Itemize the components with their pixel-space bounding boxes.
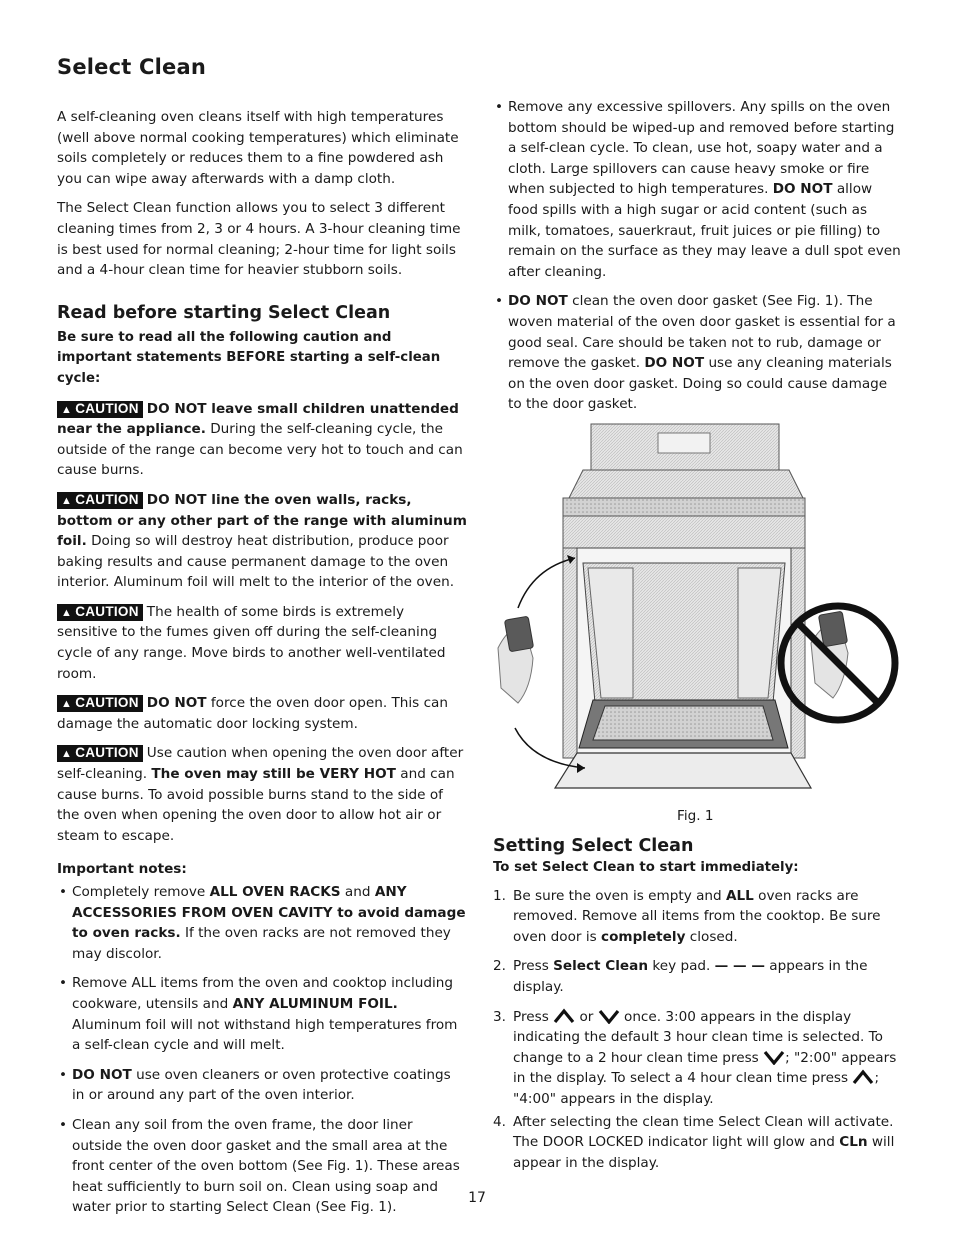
page-number: 17 <box>468 1190 486 1206</box>
setting-heading: Setting Select Clean <box>493 836 694 856</box>
caution-block-4: ▲ CAUTION DO NOT force the oven door open. This can damage the automatic door locking system. <box>57 695 448 732</box>
right-column <box>493 97 903 424</box>
intro-paragraph-1: A self-cleaning oven cleans itself with high temperatures (well above normal cooking temperatures) which eliminate soils completely or reduces them to a fine powdered ash you can wipe away afterwards with a damp cloth. <box>57 109 459 187</box>
intro-paragraph-2: The Select Clean function allows you to select 3 different cleaning times from 2, 3 or 4 hours. A 3-hour cleaning time is best used for normal cleaning; 2-hour time for light soils and a 4-hour clean time for heavier stubborn soils. <box>57 200 461 279</box>
caution-badge: ▲ CAUTION <box>57 401 143 418</box>
list-item: • Remove any excessive spillovers. Any spills on the oven bottom should be wiped-up and removed before starting a self-clean cycle. To clean, use hot, soapy water and a cloth. Large spillovers can cause heavy smoke or fire when subjected to high temperatures. DO NOT allow food spills with a high sugar or acid content (such as milk, tomatoes, sauerkraut, fruit juices or pie filling) to remain on the surface as they may leave a dull spot even after cleaning. <box>493 97 903 282</box>
caution-block-1: ▲ CAUTION DO NOT leave small children unattended near the appliance. During the self-cleaning cycle, the outside of the range can become very hot to touch and can cause burns. <box>57 400 463 479</box>
oven-frame-left <box>563 548 577 758</box>
caution-badge: ▲ CAUTION <box>57 492 143 509</box>
oven-figure <box>493 418 903 818</box>
warning-triangle-icon: ▲ <box>61 748 73 761</box>
read-before-lead: Be sure to read all the following caution and important statements BEFORE starting a self-clean cycle: <box>57 329 441 386</box>
list-item: 4. After selecting the clean time Select Clean will activate. The DOOR LOCKED indicator light will glow and CLn will appear in the display. <box>493 1113 895 1171</box>
setting-lead: To set Select Clean to start immediately: <box>493 860 799 875</box>
list-item: • DO NOT use oven cleaners or oven protective coatings in or around any part of the oven interior. <box>57 1065 467 1106</box>
caution-badge: ▲ CAUTION <box>57 604 143 621</box>
spillover-list <box>493 97 903 415</box>
important-notes-heading: Important notes: <box>57 861 187 878</box>
oven-frame-right <box>791 548 805 758</box>
sponge-icon <box>504 616 533 652</box>
caution-block-5: ▲ CAUTION Use caution when opening the oven door after self-cleaning. The oven may still be VERY HOT and can cause burns. To avoid possible burns stand to the side of the oven when opening the oven door to allow hot air or steam to escape. <box>57 745 464 844</box>
important-notes-list <box>57 882 467 1218</box>
page-title: Select Clean <box>57 55 206 79</box>
list-item: 1. Be sure the oven is empty and ALL oven racks are removed. Remove all items from the cooktop. Be sure oven door is completely closed. <box>493 887 881 945</box>
caution-block-3: ▲ CAUTION The health of some birds is extremely sensitive to the fumes given off during the self-cleaning cycle of any range. Move birds to another well-ventilated room. <box>57 603 446 682</box>
oven-frame-top <box>563 516 805 548</box>
warning-triangle-icon: ▲ <box>61 403 73 416</box>
setting-steps <box>493 886 903 1174</box>
display-window <box>658 433 710 453</box>
figure-caption: Fig. 1 <box>677 808 714 824</box>
arrow-down-icon <box>763 1049 785 1065</box>
caution-badge: ▲ CAUTION <box>57 745 143 762</box>
arrow-up-icon <box>553 1008 575 1024</box>
cooktop <box>569 470 803 498</box>
caution-block-2: ▲ CAUTION DO NOT line the oven walls, racks, bottom or any other part of the range with aluminum foil. Doing so will destroy heat distribution, produce poor baking results and cause permanent damage to the oven interior. Aluminum foil will melt to the interior of the oven. <box>57 491 467 591</box>
arrow-down-icon <box>598 1008 620 1024</box>
warning-triangle-icon: ▲ <box>61 698 73 711</box>
list-item: • Remove ALL items from the oven and cooktop including cookware, utensils and ANY ALUMINUM FOIL. Aluminum foil will not withstand high temperatures from a self-clean cycle and will melt. <box>57 973 467 1055</box>
read-before-heading: Read before starting Select Clean <box>57 302 391 323</box>
list-item: 2. Press Select Clean key pad. — — — appears in the display. <box>493 958 868 995</box>
door-window <box>593 706 773 740</box>
list-item: 3. Press or once. 3:00 appears in the display indicating the default 3 hour clean time is selected. To change to a 2 hour clean time press ; "2:00" appears in the display. To select a 4 hour clean time press ; "4:00" appears in the display. <box>493 1008 897 1107</box>
sponge-icon <box>818 611 847 647</box>
cooktop-edge <box>563 498 805 516</box>
warning-triangle-icon: ▲ <box>61 606 73 619</box>
list-item: • Clean any soil from the oven frame, the door liner outside the oven door gasket and the small area at the front center of the oven bottom (See Fig. 1). These areas heat sufficiently to burn soil on. Clean using soap and water prior to starting Select Clean (See Fig. 1). <box>57 1115 467 1218</box>
left-column <box>57 52 467 1227</box>
list-item: • Completely remove ALL OVEN RACKS and ANY ACCESSORIES FROM OVEN CAVITY to avoid damage to oven racks. If the oven racks are not removed they may discolor. <box>57 882 467 964</box>
list-item: • DO NOT clean the oven door gasket (See Fig. 1). The woven material of the oven door gasket is essential for a good seal. Care should be taken not to rub, damage or remove the gasket. DO NOT use any cleaning materials on the oven door gasket. Doing so could cause damage to the door gasket. <box>493 291 903 415</box>
oven-door <box>555 753 811 788</box>
arrow-up-icon <box>852 1069 874 1085</box>
caution-badge: ▲ CAUTION <box>57 695 143 712</box>
warning-triangle-icon: ▲ <box>61 494 73 507</box>
setting-section <box>493 834 903 1182</box>
oven-illustration <box>493 418 903 818</box>
